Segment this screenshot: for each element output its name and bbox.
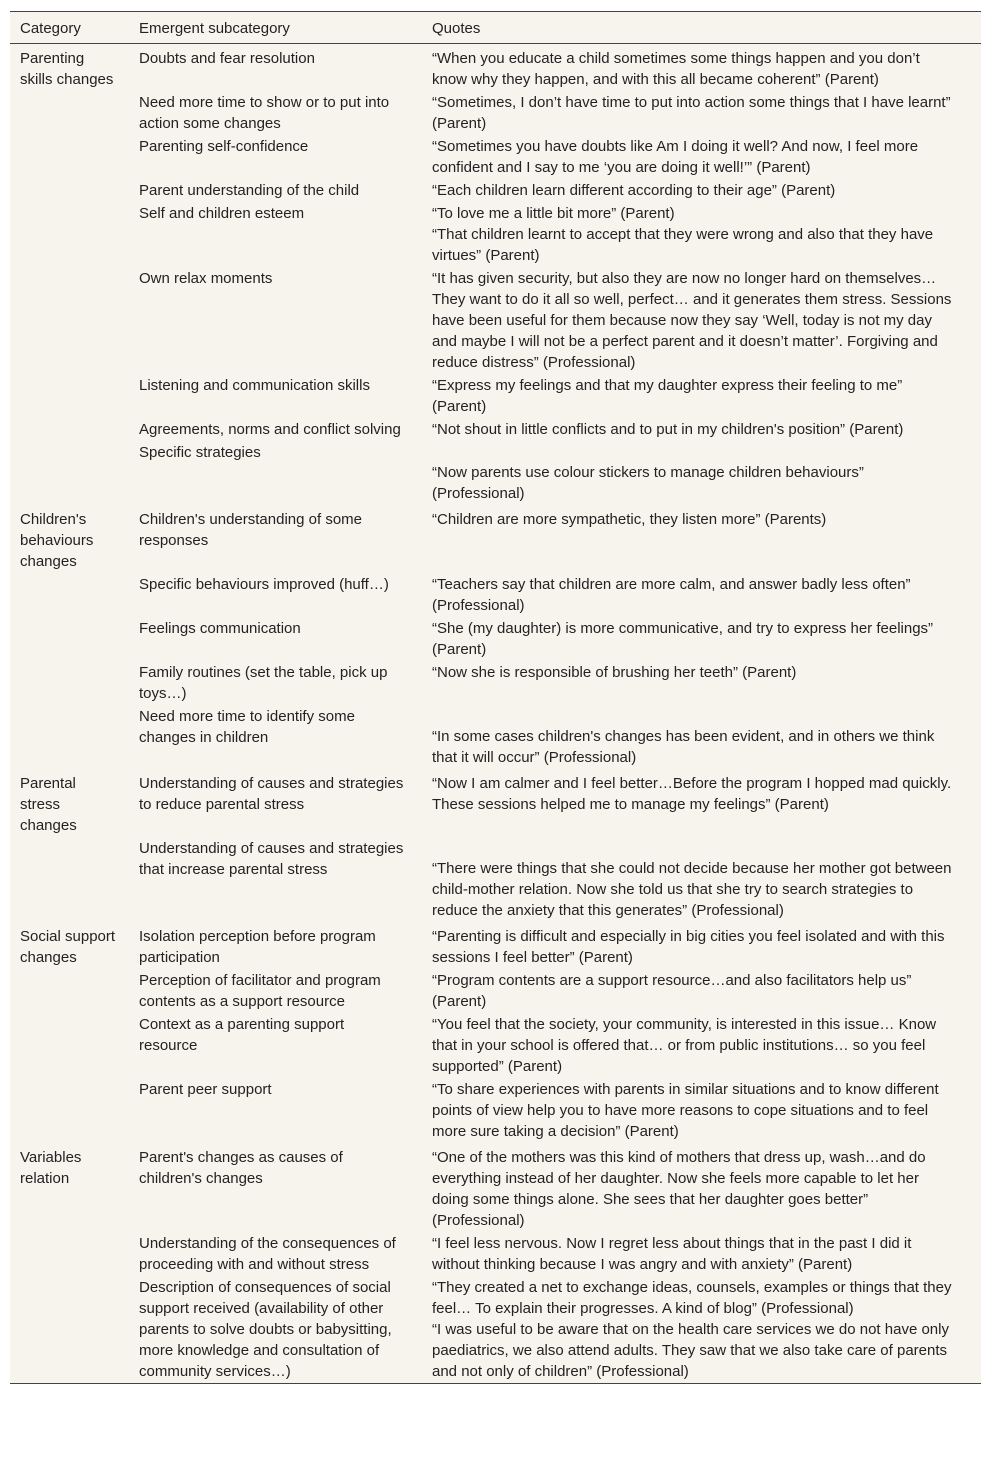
- subcategory-cell: Specific behaviours improved (huff…): [139, 576, 389, 593]
- subcategory-cell: Agreements, norms and conflict solving: [139, 421, 401, 438]
- subcategory-cell: Parenting self-confidence: [139, 138, 309, 155]
- table-row: [10, 202, 981, 267]
- table-row: [10, 179, 981, 202]
- category-cell: [10, 837, 129, 922]
- header-category: Category: [10, 12, 129, 44]
- subcategory-cell: Doubts and fear resolution: [139, 50, 315, 67]
- category-cell: [10, 267, 129, 374]
- category-cell: [10, 573, 129, 617]
- category-cell: [10, 374, 129, 418]
- subcategory-cell: Parent peer support: [139, 1081, 272, 1098]
- quote-text: “Now I am calmer and I feel better…Before the program I hopped mad quickly. These sessions helped me to manage my feelings” (Parent): [432, 775, 952, 813]
- table-row: [10, 418, 981, 441]
- quote-text: “She (my daughter) is more communicative, and try to express her feelings” (Parent): [432, 620, 934, 658]
- table-row: [10, 135, 981, 179]
- quote-text: “Sometimes you have doubts like Am I doing it well? And now, I feel more confident and I say to me ‘you are doing it well!’” (Parent): [432, 138, 919, 176]
- subcategory-cell: Need more time to identify some changes in children: [139, 708, 355, 746]
- table-row: [10, 505, 981, 573]
- quote-text: “Children are more sympathetic, they listen more” (Parents): [432, 511, 827, 528]
- table-row: [10, 617, 981, 661]
- table-row: [10, 374, 981, 418]
- results-table: [10, 11, 981, 1384]
- table-row: [10, 969, 981, 1013]
- quotes-cell: [422, 418, 981, 441]
- quotes-cell: [422, 135, 981, 179]
- table-row: [10, 1276, 981, 1383]
- category-cell: [10, 1078, 129, 1143]
- category-cell: [10, 1232, 129, 1276]
- table-row: [10, 705, 981, 769]
- quotes-cell: [422, 374, 981, 418]
- quote-text: “They created a net to exchange ideas, counsels, examples or things that they feel… To explain their progresses. A kind of blog” (Professional): [432, 1279, 952, 1317]
- subcategory-cell: Understanding of the consequences of proceeding with and without stress: [139, 1235, 396, 1273]
- table-row: [10, 573, 981, 617]
- category-cell: [10, 441, 129, 505]
- quotes-cell: [422, 705, 981, 769]
- category-cell: [10, 969, 129, 1013]
- table-row: [10, 1013, 981, 1078]
- table-row: [10, 267, 981, 374]
- quotes-cell: [422, 922, 981, 969]
- quote-text: “Program contents are a support resource…and also facilitators help us” (Parent): [432, 972, 912, 1010]
- table-row: [10, 1232, 981, 1276]
- quote-text: “That children learnt to accept that they were wrong and also that they have virtues” (Parent): [432, 226, 934, 264]
- table: [10, 12, 981, 1383]
- quotes-cell: [422, 1078, 981, 1143]
- subcategory-cell: Perception of facilitator and program contents as a support resource: [139, 972, 381, 1010]
- quotes-cell: [422, 969, 981, 1013]
- table-row: [10, 837, 981, 922]
- quotes-cell: [422, 267, 981, 374]
- quote-text: “Now parents use colour stickers to manage children behaviours” (Professional): [432, 464, 864, 502]
- quote-text: “One of the mothers was this kind of mothers that dress up, wash…and do everything instead of her daughter. Now she feels more capable to let her doing some things alone. She sees that her daughter goes better” (Professional): [432, 1149, 926, 1229]
- subcategory-cell: Self and children esteem: [139, 205, 305, 222]
- subcategory-cell: Understanding of causes and strategies that increase parental stress: [139, 840, 404, 878]
- quote-text: “Teachers say that children are more calm, and answer badly less often” (Professional): [432, 576, 911, 614]
- subcategory-cell: Parent understanding of the child: [139, 182, 360, 199]
- quote-text: “To love me a little bit more” (Parent): [432, 205, 675, 222]
- category-cell: [10, 135, 129, 179]
- quote-text: “Sometimes, I don’t have time to put into action some things that I have learnt” (Parent): [432, 94, 951, 132]
- quote-text: “In some cases children's changes has been evident, and in others we think that it will occur” (Professional): [432, 728, 935, 766]
- subcategory-cell: Context as a parenting support resource: [139, 1016, 345, 1054]
- table-row: [10, 441, 981, 505]
- quote-text: “When you educate a child sometimes some things happen and you don’t know why they happen, and with this all became coherent” (Parent): [432, 50, 920, 88]
- category-cell: [10, 661, 129, 705]
- quotes-cell: [422, 91, 981, 135]
- category-cell: [10, 617, 129, 661]
- header-quotes: Quotes: [422, 12, 981, 44]
- table-body: [10, 44, 981, 1384]
- subcategory-cell: Listening and communication skills: [139, 377, 370, 394]
- subcategory-cell: Need more time to show or to put into action some changes: [139, 94, 390, 132]
- quotes-cell: [422, 44, 981, 92]
- subcategory-cell: Children's understanding of some responses: [139, 511, 362, 549]
- quote-text: “You feel that the society, your community, is interested in this issue… Know that in your school is offered that… or from public institutions… so you feel supported” (Parent): [432, 1016, 937, 1075]
- subcategory-cell: Specific strategies: [139, 444, 261, 461]
- category-cell: Parental stress changes: [20, 775, 77, 834]
- quotes-cell: [422, 1276, 981, 1383]
- quotes-cell: [422, 837, 981, 922]
- subcategory-cell: Understanding of causes and strategies to reduce parental stress: [139, 775, 404, 813]
- quotes-cell: [422, 769, 981, 837]
- header-subcategory: Emergent subcategory: [129, 12, 422, 44]
- category-cell: [10, 418, 129, 441]
- category-cell: [10, 91, 129, 135]
- table-row: [10, 1143, 981, 1232]
- subcategory-cell: Description of consequences of social support received (availability of other parents to solve doubts or babysitting, more knowledge and consultation of community services…): [139, 1279, 392, 1380]
- quotes-cell: [422, 661, 981, 705]
- quote-text: “To share experiences with parents in similar situations and to know different points of view help you to have more reasons to cope situations and to feel more sure taking a decision” (Parent): [432, 1081, 939, 1140]
- quotes-cell: [422, 179, 981, 202]
- table-row: [10, 91, 981, 135]
- category-cell: Children's behaviours changes: [20, 511, 94, 570]
- quotes-cell: [422, 573, 981, 617]
- table-row: [10, 769, 981, 837]
- quote-text: “Parenting is difficult and especially in big cities you feel isolated and with this sessions I feel better” (Parent): [432, 928, 945, 966]
- quotes-cell: [422, 1143, 981, 1232]
- header-row: [10, 12, 981, 44]
- category-cell: [10, 1276, 129, 1383]
- quotes-cell: [422, 202, 981, 267]
- quote-text: “It has given security, but also they are now no longer hard on themselves… They want to do it all so well, perfect… and it generates them stress. Sessions have been useful for them because now they say ‘Well, today is not my day and maybe I will not be a perfect parent and it doesn’t matter’. Forgiving and reduce distress” (Professional): [432, 270, 952, 371]
- category-cell: Social support changes: [20, 928, 116, 966]
- category-cell: [10, 179, 129, 202]
- category-cell: [10, 705, 129, 769]
- quote-text: “I was useful to be aware that on the health care services we do not have only paediatrics, we also attend adults. They saw that we also take care of parents and not only of children” (Professional): [432, 1321, 949, 1380]
- quotes-cell: [422, 1232, 981, 1276]
- quote-text: “Express my feelings and that my daughter express their feeling to me” (Parent): [432, 377, 903, 415]
- category-cell: [10, 202, 129, 267]
- table-row: [10, 1078, 981, 1143]
- subcategory-cell: Family routines (set the table, pick up toys…): [139, 664, 388, 702]
- subcategory-cell: Isolation perception before program participation: [139, 928, 376, 966]
- category-cell: [10, 1013, 129, 1078]
- quote-text: “Now she is responsible of brushing her teeth” (Parent): [432, 664, 797, 681]
- table-row: [10, 922, 981, 969]
- quotes-cell: [422, 505, 981, 573]
- category-cell: Variables relation: [20, 1149, 82, 1187]
- table-row: [10, 661, 981, 705]
- category-cell: Parenting skills changes: [20, 50, 114, 88]
- table-row: [10, 44, 981, 92]
- subcategory-cell: Feelings communication: [139, 620, 301, 637]
- subcategory-cell: Own relax moments: [139, 270, 273, 287]
- quote-text: “Not shout in little conflicts and to put in my children's position” (Parent): [432, 421, 904, 438]
- quotes-cell: [422, 441, 981, 505]
- quote-text: “I feel less nervous. Now I regret less about things that in the past I did it without thinking because I was angry and with anxiety” (Parent): [432, 1235, 912, 1273]
- quotes-cell: [422, 1013, 981, 1078]
- quote-text: “There were things that she could not decide because her mother got between child-mother relation. Now she told us that she try to search strategies to reduce the anxiety that this generates” (Professional): [432, 860, 952, 919]
- quote-text: “Each children learn different according to their age” (Parent): [432, 182, 836, 199]
- quotes-cell: [422, 617, 981, 661]
- subcategory-cell: Parent's changes as causes of children's changes: [139, 1149, 343, 1187]
